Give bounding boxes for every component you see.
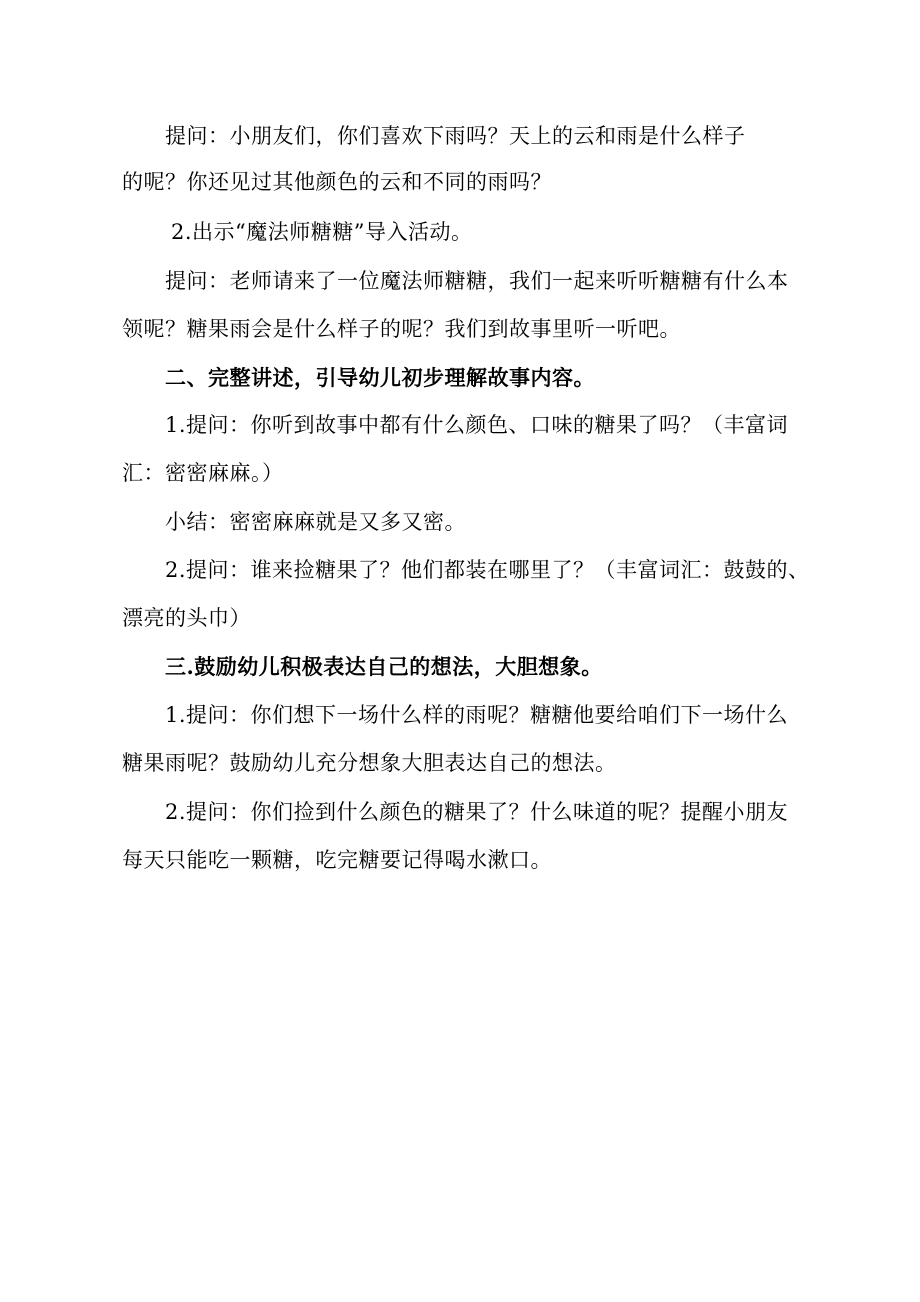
paragraph-question-magician-line-1: 提问：老师请来了一位魔法师糖糖，我们一起来听听糖糖有什么本 bbox=[165, 269, 789, 293]
question-3-1-line-2: 糖果雨呢？鼓励幼儿充分想象大胆表达自己的想法。 bbox=[122, 751, 617, 775]
question-2-line-1: 2.提问：谁来捡糖果了？他们都装在哪里了？（丰富词汇：鼓鼓的、 bbox=[165, 558, 810, 582]
question-3-1-line-1: 1.提问：你们想下一场什么样的雨呢？糖糖他要给咱们下一场什么 bbox=[165, 703, 789, 727]
paragraph-question-magician-line-2: 领呢？糖果雨会是什么样子的呢？我们到故事里听一听吧。 bbox=[122, 317, 681, 341]
step-2-show-magician: 2.出示“魔法师糖糖”导入活动。 bbox=[171, 220, 473, 244]
question-3-2-line-2: 每天只能吃一颗糖，吃完糖要记得喝水漱口。 bbox=[122, 848, 552, 872]
paragraph-question-rain-line-1: 提问：小朋友们，你们喜欢下雨吗？天上的云和雨是什么样子 bbox=[165, 124, 746, 148]
section-heading-2: 二、完整讲述，引导幼儿初步理解故事内容。 bbox=[165, 365, 595, 390]
question-2-line-2: 漂亮的头巾） bbox=[122, 606, 251, 630]
question-1-line-2: 汇：密密麻麻。） bbox=[122, 461, 284, 485]
section-heading-3: 三.鼓励幼儿积极表达自己的想法，大胆想象。 bbox=[165, 654, 603, 679]
paragraph-question-rain-line-2: 的呢？你还见过其他颜色的云和不同的雨吗？ bbox=[122, 170, 552, 194]
question-3-2-line-1: 2.提问：你们捡到什么颜色的糖果了？什么味道的呢？提醒小朋友 bbox=[165, 800, 789, 824]
summary-line: 小结：密密麻麻就是又多又密。 bbox=[165, 510, 466, 534]
question-1-line-1: 1.提问：你听到故事中都有什么颜色、口味的糖果了吗？（丰富词 bbox=[165, 413, 789, 437]
